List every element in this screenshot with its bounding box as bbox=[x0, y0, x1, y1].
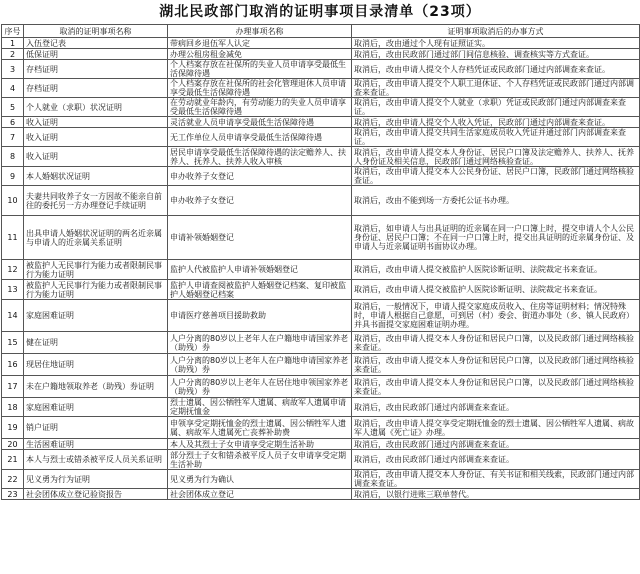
table-row bbox=[2, 60, 640, 79]
row-service-item: 申请补领婚姻登记 bbox=[168, 216, 352, 260]
row-number: 14 bbox=[2, 300, 24, 332]
row-handling-method: 取消后，改由申请人提交本人身份证和居民户口簿，以及民政部门通过网络核验来查证。 bbox=[352, 354, 640, 376]
row-number: 23 bbox=[2, 489, 24, 500]
row-service-item: 本人及其烈士子女申请享受定期生活补助 bbox=[168, 439, 352, 450]
row-certificate-name: 收入证明 bbox=[24, 147, 168, 167]
row-handling-method: 取消后，改由民政部门通过内部调查来查证。 bbox=[352, 450, 640, 470]
row-handling-method: 取消后，改由不能到场一方委托公证书办理。 bbox=[352, 186, 640, 216]
table-row bbox=[2, 49, 640, 60]
row-handling-method: 取消后，改由申请人提交本人身份证和居民户口簿，以及民政部门通过网络核验来查证。 bbox=[352, 376, 640, 398]
row-service-item: 个人档案存放在社保所的社会化管理退休人员申请享受最低生活保障待遇 bbox=[168, 79, 352, 98]
row-service-item: 个人档案存放在社保所的失业人员申请享受最低生活保障待遇 bbox=[168, 60, 352, 79]
row-handling-method: 取消后，改由申请人提交共同生活家庭成员收入凭证并通过部门内部调查来查证。 bbox=[352, 128, 640, 147]
row-number: 3 bbox=[2, 60, 24, 79]
row-number: 13 bbox=[2, 280, 24, 300]
table-row bbox=[2, 186, 640, 216]
table-header-row bbox=[2, 25, 640, 38]
row-number: 22 bbox=[2, 470, 24, 489]
row-number: 18 bbox=[2, 398, 24, 417]
row-service-item: 人户分离的80岁以上老年人在居住地申领国家养老（助残）券 bbox=[168, 376, 352, 398]
row-handling-method: 取消后，改由申请人提交被监护人医院诊断证明、法院裁定书来查证。 bbox=[352, 280, 640, 300]
row-service-item: 监护人代被监护人申请补领婚姻登记 bbox=[168, 260, 352, 280]
row-certificate-name: 家庭困难证明 bbox=[24, 398, 168, 417]
row-certificate-name: 存档证明 bbox=[24, 60, 168, 79]
table-row bbox=[2, 300, 640, 332]
row-certificate-name: 销户证明 bbox=[24, 417, 168, 439]
row-handling-method: 取消后，改由申请人提交被监护人医院诊断证明、法院裁定书来查证。 bbox=[352, 260, 640, 280]
row-number: 19 bbox=[2, 417, 24, 439]
row-service-item: 人户分离的80岁以上老年人在户籍地申请国家养老（助残）券 bbox=[168, 332, 352, 354]
row-handling-method: 取消后，改由民政部门通过内部调查来查证。 bbox=[352, 398, 640, 417]
row-number: 2 bbox=[2, 49, 24, 60]
header-number: 序号 bbox=[2, 25, 24, 38]
row-number: 16 bbox=[2, 354, 24, 376]
row-service-item: 申请医疗慈善项目援助救助 bbox=[168, 300, 352, 332]
row-certificate-name: 家庭困难证明 bbox=[24, 300, 168, 332]
row-number: 17 bbox=[2, 376, 24, 398]
row-service-item: 居民申请享受最低生活保障待遇的法定赡养人、扶养人、抚养人、扶养人收入审核 bbox=[168, 147, 352, 167]
row-service-item: 见义勇为行为确认 bbox=[168, 470, 352, 489]
row-number: 1 bbox=[2, 38, 24, 49]
row-certificate-name: 社会团体成立登记验资报告 bbox=[24, 489, 168, 500]
row-number: 12 bbox=[2, 260, 24, 280]
row-certificate-name: 存档证明 bbox=[24, 79, 168, 98]
row-service-item: 带病回乡退伍军人认定 bbox=[168, 38, 352, 49]
table-row bbox=[2, 417, 640, 439]
row-certificate-name: 现居住地证明 bbox=[24, 354, 168, 376]
row-number: 8 bbox=[2, 147, 24, 167]
table-row bbox=[2, 38, 640, 49]
row-handling-method: 取消后，改由申请人提交本人身份证和居民户口簿，以及民政部门通过网络核验来查证。 bbox=[352, 332, 640, 354]
table-row bbox=[2, 128, 640, 147]
document-title: 湖北民政部门取消的证明事项目录清单（23项） bbox=[159, 4, 481, 20]
row-certificate-name: 被监护人无民事行为能力或者限制民事行为能力证明 bbox=[24, 280, 168, 300]
row-number: 10 bbox=[2, 186, 24, 216]
table-body bbox=[2, 38, 640, 500]
row-handling-method: 取消后，改由申请人提交享受定期抚恤金的烈士遗属、因公牺牲军人遗属、病故军人遗属《死亡证》办理。 bbox=[352, 417, 640, 439]
row-certificate-name: 健在证明 bbox=[24, 332, 168, 354]
row-certificate-name: 个人就业（求职）状况证明 bbox=[24, 98, 168, 117]
row-certificate-name: 本人与烈士或错杀被平反人员关系证明 bbox=[24, 450, 168, 470]
row-handling-method: 取消后，一般情况下，申请人提交家庭成员收入、住房等证明材料；情况特殊时，申请人根据自己意愿，可到居（村）委会、街道办事处（乡、镇人民政府）并具书面提交家庭困难证明办理。 bbox=[352, 300, 640, 332]
row-service-item: 办理公租房租金减免 bbox=[168, 49, 352, 60]
table-row bbox=[2, 167, 640, 186]
row-certificate-name: 收入证明 bbox=[24, 117, 168, 128]
row-handling-method: 取消后，改由申请人提交本人公民身份证、居民户口簿，民政部门通过网络核验查证。 bbox=[352, 167, 640, 186]
row-handling-method: 取消后，改由通过个人现有证照证实。 bbox=[352, 38, 640, 49]
row-handling-method: 取消后，改由申请人提交个人职工退休证、个人存档凭证或民政部门通过内部调查来查证。 bbox=[352, 79, 640, 98]
row-service-item: 无工作单位人员申请享受最低生活保障待遇 bbox=[168, 128, 352, 147]
row-certificate-name: 见义勇为行为证明 bbox=[24, 470, 168, 489]
row-service-item: 监护人申请查阅被监护人婚姻登记档案、复印被监护人婚姻登记档案 bbox=[168, 280, 352, 300]
row-service-item: 灵活就业人员申请享受最低生活保障待遇 bbox=[168, 117, 352, 128]
header-service-item: 办理事项名称 bbox=[168, 25, 352, 38]
table-row bbox=[2, 450, 640, 470]
table-row bbox=[2, 376, 640, 398]
row-number: 11 bbox=[2, 216, 24, 260]
row-handling-method: 取消后，改由民政部门通过内部调查来查证。 bbox=[352, 439, 640, 450]
row-number: 6 bbox=[2, 117, 24, 128]
table-row bbox=[2, 260, 640, 280]
table-row bbox=[2, 354, 640, 376]
row-certificate-name: 收入证明 bbox=[24, 128, 168, 147]
row-handling-method: 取消后，改由申请人提交个人收入凭证，民政部门通过内部调查来查证。 bbox=[352, 117, 640, 128]
table-row bbox=[2, 332, 640, 354]
table-row bbox=[2, 216, 640, 260]
table-row bbox=[2, 280, 640, 300]
row-certificate-name: 被监护人无民事行为能力或者限制民事行为能力证明 bbox=[24, 260, 168, 280]
row-service-item: 部分烈士子女和错杀被平反人员子女申请享受定期生活补助 bbox=[168, 450, 352, 470]
row-service-item: 在劳动就业年龄内，有劳动能力的失业人员申请享受最低生活保障待遇 bbox=[168, 98, 352, 117]
row-handling-method: 取消后，改由申请人提交个人存档凭证或民政部门通过内部调查来查证。 bbox=[352, 60, 640, 79]
header-handling-method: 证明事项取消后的办事方式 bbox=[352, 25, 640, 38]
header-certificate-name: 取消的证明事项名称 bbox=[24, 25, 168, 38]
row-certificate-name: 未在户籍地领取养老（助残）券证明 bbox=[24, 376, 168, 398]
table-row bbox=[2, 398, 640, 417]
row-service-item: 申办收养子女登记 bbox=[168, 186, 352, 216]
row-number: 4 bbox=[2, 79, 24, 98]
row-certificate-name: 低保证明 bbox=[24, 49, 168, 60]
table-row bbox=[2, 439, 640, 450]
table-row bbox=[2, 98, 640, 117]
row-number: 21 bbox=[2, 450, 24, 470]
table-row bbox=[2, 489, 640, 500]
table-row bbox=[2, 79, 640, 98]
row-number: 5 bbox=[2, 98, 24, 117]
row-handling-method: 取消后，改由申请人提交本人身份证、居民户口簿及法定赡养人、扶养人、抚养人身份证及相关信息，民政部门通过网络核验查证。 bbox=[352, 147, 640, 167]
row-certificate-name: 本人婚姻状况证明 bbox=[24, 167, 168, 186]
row-service-item: 社会团体成立登记 bbox=[168, 489, 352, 500]
row-service-item: 烈士遗属、因公牺牲军人遗属、病故军人遗属申请定期抚恤金 bbox=[168, 398, 352, 417]
row-handling-method: 取消后，以银行进账三联单替代。 bbox=[352, 489, 640, 500]
row-handling-method: 取消后，如申请人与出具证明的近亲属在同一户口簿上时，提交申请人个人公民身份证、居民户口簿；不在同一户口簿上时，提交出具证明的近亲属身份证、及申请人与近亲属证明书面协议办理。 bbox=[352, 216, 640, 260]
table-row bbox=[2, 117, 640, 128]
row-number: 20 bbox=[2, 439, 24, 450]
row-number: 15 bbox=[2, 332, 24, 354]
row-service-item: 人户分离的80岁以上老年人在户籍地申请国家养老（助残）券 bbox=[168, 354, 352, 376]
row-certificate-name: 出具申请人婚姻状况证明的两名近亲属与申请人的近亲属关系证明 bbox=[24, 216, 168, 260]
row-service-item: 申领享受定期抚恤金的烈士遗属、因公牺牲军人遗属、病故军人遗属死亡丧葬补助费 bbox=[168, 417, 352, 439]
table-row bbox=[2, 470, 640, 489]
row-number: 9 bbox=[2, 167, 24, 186]
row-certificate-name: 生活困难证明 bbox=[24, 439, 168, 450]
row-handling-method: 取消后，改由民政部门通过部门间信息核验、调查核实等方式查证。 bbox=[352, 49, 640, 60]
row-number: 7 bbox=[2, 128, 24, 147]
row-certificate-name: 入伍登记表 bbox=[24, 38, 168, 49]
row-certificate-name: 夫妻共同收养子女一方因故不能亲自前往的委托另一方办理登记手续证明 bbox=[24, 186, 168, 216]
row-handling-method: 取消后，改由申请人提交个人就业（求职）凭证或民政部门通过内部调查来查证。 bbox=[352, 98, 640, 117]
row-service-item: 申办收养子女登记 bbox=[168, 167, 352, 186]
certificate-table bbox=[1, 24, 640, 500]
row-handling-method: 取消后，改由申请人提交本人身份证、有关书证和相关线索，民政部门通过内部调查来查证。 bbox=[352, 470, 640, 489]
table-row bbox=[2, 147, 640, 167]
